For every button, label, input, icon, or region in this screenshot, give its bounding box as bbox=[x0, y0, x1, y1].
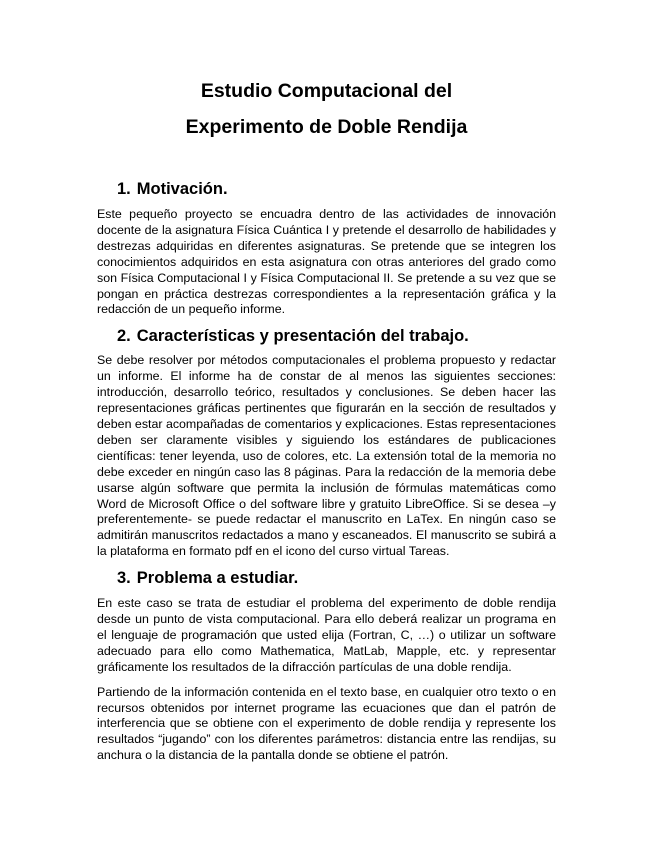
section-number: 3. bbox=[117, 569, 131, 588]
paragraph-motivacion: Este pequeño proyecto se encuadra dentro de las actividades de innovación docente de la asignatura Física Cuántica I y pretende el desarrollo de habilidades y destrezas adquiridas en diferentes asignaturas. Se pretende que se integren los conocimientos adquiridos en esta asignatura con otras anteriores del grado como son Física Computacional I y Física Computacional II. Se pretende a su vez que se pongan en práctica destrezas correspondientes a la representación gráfica y la redacción de un pequeño informe. bbox=[97, 207, 556, 317]
section-title: Motivación. bbox=[136, 180, 228, 198]
section-title: Problema a estudiar. bbox=[136, 569, 299, 588]
title-line-1: Estudio Computacional del bbox=[200, 80, 453, 102]
section-heading-problema bbox=[97, 567, 556, 589]
section-number: 1. bbox=[117, 180, 131, 198]
section-title: Características y presentación del trabajo. bbox=[136, 327, 469, 346]
paragraph-caracteristicas: Se debe resolver por métodos computacionales el problema propuesto y redactar un informe. El informe ha de constar de al menos las siguientes secciones: introducción, desarrollo teórico, resultados y conclusiones. Se deben hacer las representaciones gráficas pertinentes que figurarán en la sección de resultados y deben estar acompañadas de comentarios y explicaciones. Estas representaciones deben ser claramente visibles y siguiendo los estándares de publicaciones científicas: tener leyenda, uso de colores, etc. La extensión total de la memoria no debe exceder en ningún caso las 8 páginas. Para la redacción de la memoria debe usarse algún software que permita la inclusión de fórmulas matemáticas como Word de Microsoft Office o del software libre y gratuito LibreOffice. Si se desea –y preferentemente- se puede redactar el manuscrito en LaTex. En ningún caso se admitirán manuscritos redactados a mano y escaneados. El manuscrito se subirá a la plataforma en formato pdf en el icono del curso virtual Tareas. bbox=[97, 353, 556, 559]
paragraph-problema-1: En este caso se trata de estudiar el problema del experimento de doble rendija desde un punto de vista computacional. Para ello deberá realizar un programa en el lenguaje de programación que usted elija (Fortran, C, …) o utilizar un software adecuado para ello como Mathematica, MatLab, Mapple, etc. y representar gráficamente los resultados de la difracción partículas de una doble rendija. bbox=[97, 596, 556, 674]
document-title bbox=[97, 0, 556, 145]
title-line-2: Experimento de Doble Rendija bbox=[185, 116, 468, 138]
section-number: 2. bbox=[117, 327, 131, 346]
paragraph-problema-2: Partiendo de la información contenida en el texto base, en cualquier otro texto o en recursos obtenidos por internet programe las ecuaciones que dan el patrón de interferencia que se obtiene con el experimento de doble rendija y represente los resultados “jugando” con los diferentes parámetros: distancia entre las rendijas, su anchura o la distancia de la pantalla donde se obtiene el patrón. bbox=[97, 684, 556, 763]
section-heading-caracteristicas bbox=[97, 325, 556, 347]
section-heading-motivacion bbox=[97, 178, 556, 200]
